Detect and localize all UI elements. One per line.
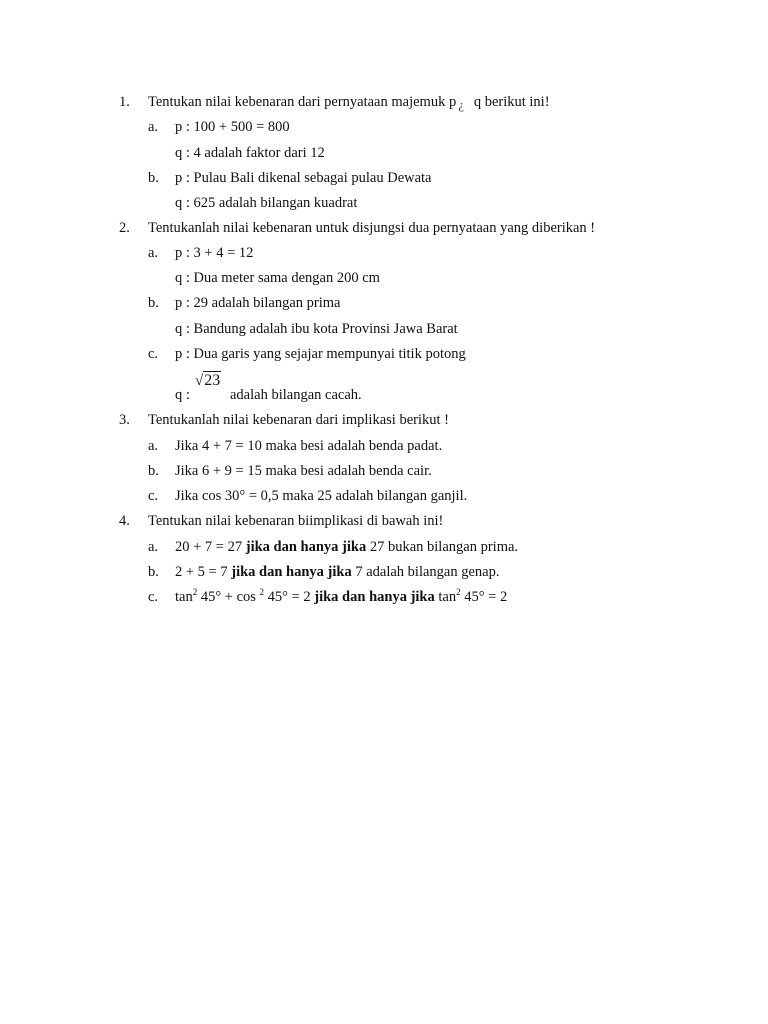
statement-q: q : 4 adalah faktor dari 12 <box>175 145 325 161</box>
implication-text: Jika 6 + 9 = 15 maka besi adalah benda cair. <box>175 463 432 479</box>
implication-text: Jika cos 30° = 0,5 maka 25 adalah bilangan ganjil. <box>175 488 468 504</box>
statement-q-prefix: q : <box>175 387 190 403</box>
item-letter: c. <box>148 346 159 362</box>
item-letter: b. <box>148 564 159 580</box>
statement-p: p : 100 + 500 = 800 <box>175 119 290 135</box>
formula-part: 45° = 2 <box>264 589 315 605</box>
item-letter: a. <box>148 539 159 555</box>
item-letter: c. <box>148 488 159 504</box>
exponent: 2 <box>259 587 265 597</box>
operator-glyph: ¿ <box>458 97 464 112</box>
exponent: 2 <box>192 587 198 597</box>
biimplication-text <box>175 588 507 606</box>
statement-q: q : Bandung adalah ibu kota Provinsi Jawa Barat <box>175 321 458 337</box>
question-number: 1. <box>119 94 130 110</box>
tan-function: tan <box>438 589 457 605</box>
square-root-formula <box>195 371 221 391</box>
formula-part: 45° + cos <box>197 589 260 605</box>
iff-keyword: jika dan hanya jika <box>231 564 352 580</box>
tan-function: tan <box>175 589 193 605</box>
question-text-end: q berikut ini! <box>470 94 550 110</box>
iff-keyword: jika dan hanya jika <box>314 589 435 605</box>
statement-p: p : Pulau Bali dikenal sebagai pulau Dewata <box>175 170 432 186</box>
left-statement: 20 + 7 = 27 <box>175 539 246 555</box>
implication-text: Jika 4 + 7 = 10 maka besi adalah benda padat. <box>175 438 443 454</box>
radicand: 23 <box>204 372 221 389</box>
statement-q-suffix: adalah bilangan cacah. <box>230 387 362 403</box>
left-statement: 2 + 5 = 7 <box>175 564 232 580</box>
question-number: 2. <box>119 220 130 236</box>
question-number: 4. <box>119 513 130 529</box>
question-text: Tentukan nilai kebenaran biimplikasi di bawah ini! <box>148 513 444 529</box>
right-statement: 7 adalah bilangan genap. <box>351 564 500 580</box>
item-letter: a. <box>148 438 159 454</box>
radical-sign: √ <box>195 373 204 389</box>
formula-part: 45° = 2 <box>460 589 508 605</box>
question-text-start: Tentukan nilai kebenaran dari pernyataan majemuk p <box>148 94 457 110</box>
right-statement: 27 bukan bilangan prima. <box>366 539 519 555</box>
item-letter: a. <box>148 245 159 261</box>
exponent: 2 <box>456 587 461 597</box>
statement-p: p : 29 adalah bilangan prima <box>175 295 341 311</box>
statement-p: p : Dua garis yang sejajar mempunyai titik potong <box>175 346 466 362</box>
item-letter: b. <box>148 463 159 479</box>
item-letter: b. <box>148 295 159 311</box>
biimplication-text <box>175 538 518 556</box>
item-letter: b. <box>148 170 159 186</box>
iff-keyword: jika dan hanya jika <box>245 539 367 555</box>
question-text <box>148 93 550 111</box>
question-text: Tentukanlah nilai kebenaran dari implikasi berikut ! <box>148 412 449 428</box>
statement-q: q : Dua meter sama dengan 200 cm <box>175 270 380 286</box>
item-letter: c. <box>148 589 159 605</box>
statement-q: q : 625 adalah bilangan kuadrat <box>175 195 358 211</box>
biimplication-text <box>175 563 499 581</box>
question-text: Tentukanlah nilai kebenaran untuk disjungsi dua pernyataan yang diberikan ! <box>148 220 596 236</box>
question-number: 3. <box>119 412 130 428</box>
statement-p: p : 3 + 4 = 12 <box>175 245 254 261</box>
item-letter: a. <box>148 119 159 135</box>
